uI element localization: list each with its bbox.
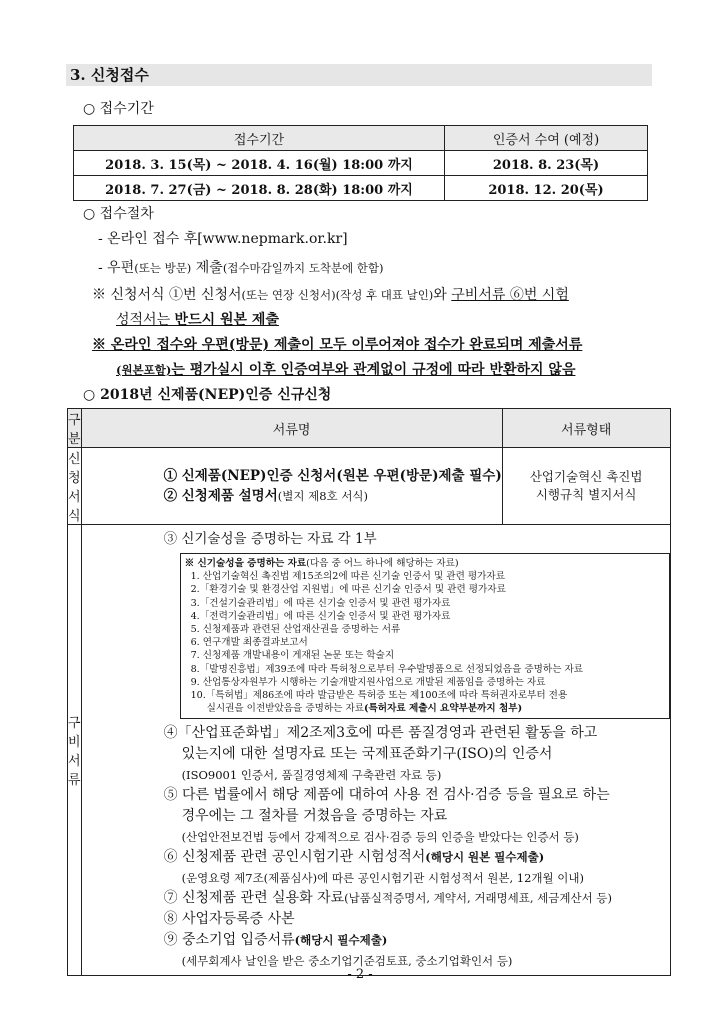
item-4-line3: (ISO9001 인증서, 품질경영체제 구축관련 자료 등) xyxy=(181,768,442,783)
note-1-text: ※ 신청서식 ①번 신청서 xyxy=(92,287,242,303)
required-docs xyxy=(81,525,670,976)
box-item: 1. 산업기술혁신 촉진법 제15조의2에 따른 신기술 인증서 및 관련 평가자료 xyxy=(190,571,505,583)
online-step: - 온라인 접수 후[www.nepmark.or.kr] xyxy=(98,231,348,247)
col-header-document: 서류명 xyxy=(81,409,502,448)
form-doc-note: (별지 제8호 서식) xyxy=(277,489,369,503)
item-7-note: (납품실적증명서, 계약서, 거래명세표, 세금계산서 등) xyxy=(344,891,612,906)
box-item: 4.「전력기술관리법」에 따른 신기술 인증서 및 관련 평가자료 xyxy=(190,610,451,622)
box-item-10-cont xyxy=(185,702,665,715)
form-label: 신청서식 xyxy=(68,448,82,525)
table-row xyxy=(74,176,648,201)
box-item-10-bold: (특허자료 제출시 요약부분까지 첨부) xyxy=(364,703,523,715)
note-1-join: 와 xyxy=(433,287,452,303)
new-cert-heading: ○ 2018년 신제품(NEP)인증 신규신청 xyxy=(83,387,332,403)
note-2: ※ 온라인 접수와 우편(방문) 제출이 모두 이루어져야 접수가 완료되며 제출서류 xyxy=(92,337,583,353)
form-doc-num: ② xyxy=(163,488,182,504)
note-1-line2 xyxy=(116,310,279,330)
table-row xyxy=(74,151,648,176)
box-item-10-text: 실시권을 이전받았음을 증명하는 자료 xyxy=(206,703,364,715)
form-docs xyxy=(81,448,502,525)
box-item: 2.「환경기술 및 환경산업 지원법」에 따른 신기술 인증서 및 관련 평가자료 xyxy=(190,584,506,596)
item-9-text: ⑨ 중소기업 입증서류 xyxy=(163,932,295,949)
mail-step-main: - 우편 xyxy=(98,260,135,276)
box-title-main: ※ 신기술성을 증명하는 자료 xyxy=(184,558,307,569)
section-title: 3. 신청접수 xyxy=(66,64,652,86)
mail-step-note2: (접수마감일까지 도착분에 한함) xyxy=(222,261,384,275)
form-doc-1 xyxy=(164,466,502,486)
item-7-text: ⑦ 신청제품 관련 실용화 자료 xyxy=(163,890,345,907)
item-5-line3: (산업안전보건법 등에서 강제적으로 검사·검증 등의 인증을 받았다는 인증서 등) xyxy=(181,830,579,845)
mail-step xyxy=(98,258,384,278)
docs-label: 구비서류 xyxy=(68,525,82,976)
new-tech-evidence-box xyxy=(180,553,670,719)
box-item: 5. 신청제품과 관련된 산업재산권을 증명하는 서류 xyxy=(190,624,401,636)
note-1-line2-text: 성적서는 xyxy=(116,312,175,328)
box-title-sub: (다음 중 어느 하나에 해당하는 자료) xyxy=(306,558,459,569)
award-cell: 2018. 12. 20(목) xyxy=(445,176,648,201)
item-9-bold: (해당시 필수제출) xyxy=(294,933,388,948)
item-8: ⑧ 사업자등록증 사본 xyxy=(163,911,295,928)
procedure-heading: ○ 접수절차 xyxy=(83,206,154,222)
period-cell: 2018. 3. 15(목) ~ 2018. 4. 16(월) 18:00 까지 xyxy=(74,151,445,176)
box-title xyxy=(185,557,665,570)
item-3: ③ 신기술성을 증명하는 자료 각 1부 xyxy=(163,531,377,547)
form-doc-num: ① xyxy=(163,468,182,484)
table-row xyxy=(68,448,671,525)
item-9-line2: (세무회계사 날인을 받은 중소기업기준검토표, 중소기업확인서 등) xyxy=(181,954,513,969)
item-6-line2: (운영요령 제7조(제품심사)에 따른 공인시험기관 시험성적서 원본, 12개월 이내) xyxy=(181,871,584,886)
item-7 xyxy=(164,888,670,909)
note-1-sub2: (작성 후 대표 날인) xyxy=(335,288,434,302)
item-6-text: ⑥ 신청제품 관련 공인시험기관 시험성적서 xyxy=(163,849,426,866)
item-5: ⑤ 다른 법률에서 해당 제품에 대하여 사용 전 검사·검증 등을 필요로 하는 xyxy=(163,787,610,804)
item-4-line2: 있는지에 대한 설명자료 또는 국제표준화기구(ISO)의 인증서 xyxy=(181,746,553,763)
box-item: 9. 산업통상자원부가 시행하는 기술개발지원사업으로 개발된 제품임을 증명하는 자료 xyxy=(190,676,546,688)
page-number: - 2 - xyxy=(347,967,373,982)
item-9 xyxy=(164,930,670,951)
form-doc-main: 신제품(NEP)인증 신청서(원본 우편(방문)제출 필수) xyxy=(181,468,502,484)
form-doc-main: 신청제품 설명서 xyxy=(181,488,278,504)
form-type-line: 산업기술혁신 촉진법 xyxy=(529,469,643,484)
award-col-header: 인증서 수여 (예정) xyxy=(445,126,648,151)
note-2-sub: (원본포함) xyxy=(116,363,172,377)
col-header-category: 구분 xyxy=(68,409,82,448)
period-col-header: 접수기간 xyxy=(74,126,445,151)
documents-table xyxy=(67,408,671,976)
item-4: ④「산업표준화법」제2조제3호에 따른 품질경영과 관련된 활동을 하고 xyxy=(163,725,598,742)
box-item: 6. 연구개발 최종결과보고서 xyxy=(190,637,308,649)
item-6-bold: (해당시 원본 필수제출) xyxy=(425,850,545,865)
form-doc-2 xyxy=(164,486,502,506)
award-cell: 2018. 8. 23(목) xyxy=(445,151,648,176)
note-1-line2-bold: 반드시 원본 제출 xyxy=(174,312,279,328)
item-5-line2: 경우에는 그 절차를 거쳤음을 증명하는 자료 xyxy=(181,808,448,825)
note-1-underlined: 구비서류 ⑥번 시험 xyxy=(451,287,569,303)
form-type xyxy=(502,448,670,525)
form-type-line: 시행규칙 별지서식 xyxy=(535,487,637,502)
box-item: 3.「건설기술관리법」에 따른 신기술 인증서 및 관련 평가자료 xyxy=(190,597,451,609)
period-table xyxy=(73,125,648,201)
note-1-sub: (또는 연장 신청서) xyxy=(241,288,336,302)
col-header-type: 서류형태 xyxy=(502,409,670,448)
mail-step-note: (또는 방문) xyxy=(134,261,192,275)
item-6 xyxy=(164,847,670,868)
period-cell: 2018. 7. 27(금) ~ 2018. 8. 28(화) 18:00 까지 xyxy=(74,176,445,201)
note-2-line2 xyxy=(116,360,575,380)
box-item: 10.「특허법」제86조에 따라 발급받은 특허증 또는 제100조에 따라 특허권자로부터 전용 xyxy=(190,690,568,702)
box-item: 7. 신청제품 개발내용이 게재된 논문 또는 학술지 xyxy=(190,650,395,662)
note-2-line2-text: 는 평가실시 이후 인증여부와 관계없이 규정에 따라 반환하지 않음 xyxy=(171,362,576,378)
period-heading: ○ 접수기간 xyxy=(83,101,154,117)
table-row xyxy=(68,525,671,976)
mail-step-main2: 제출 xyxy=(191,260,223,276)
note-1 xyxy=(92,285,569,305)
box-item: 8.「발명진흥법」제39조에 따라 특허청으로부터 우수발명품으로 선정되었음을 증명하는 자료 xyxy=(190,663,584,675)
